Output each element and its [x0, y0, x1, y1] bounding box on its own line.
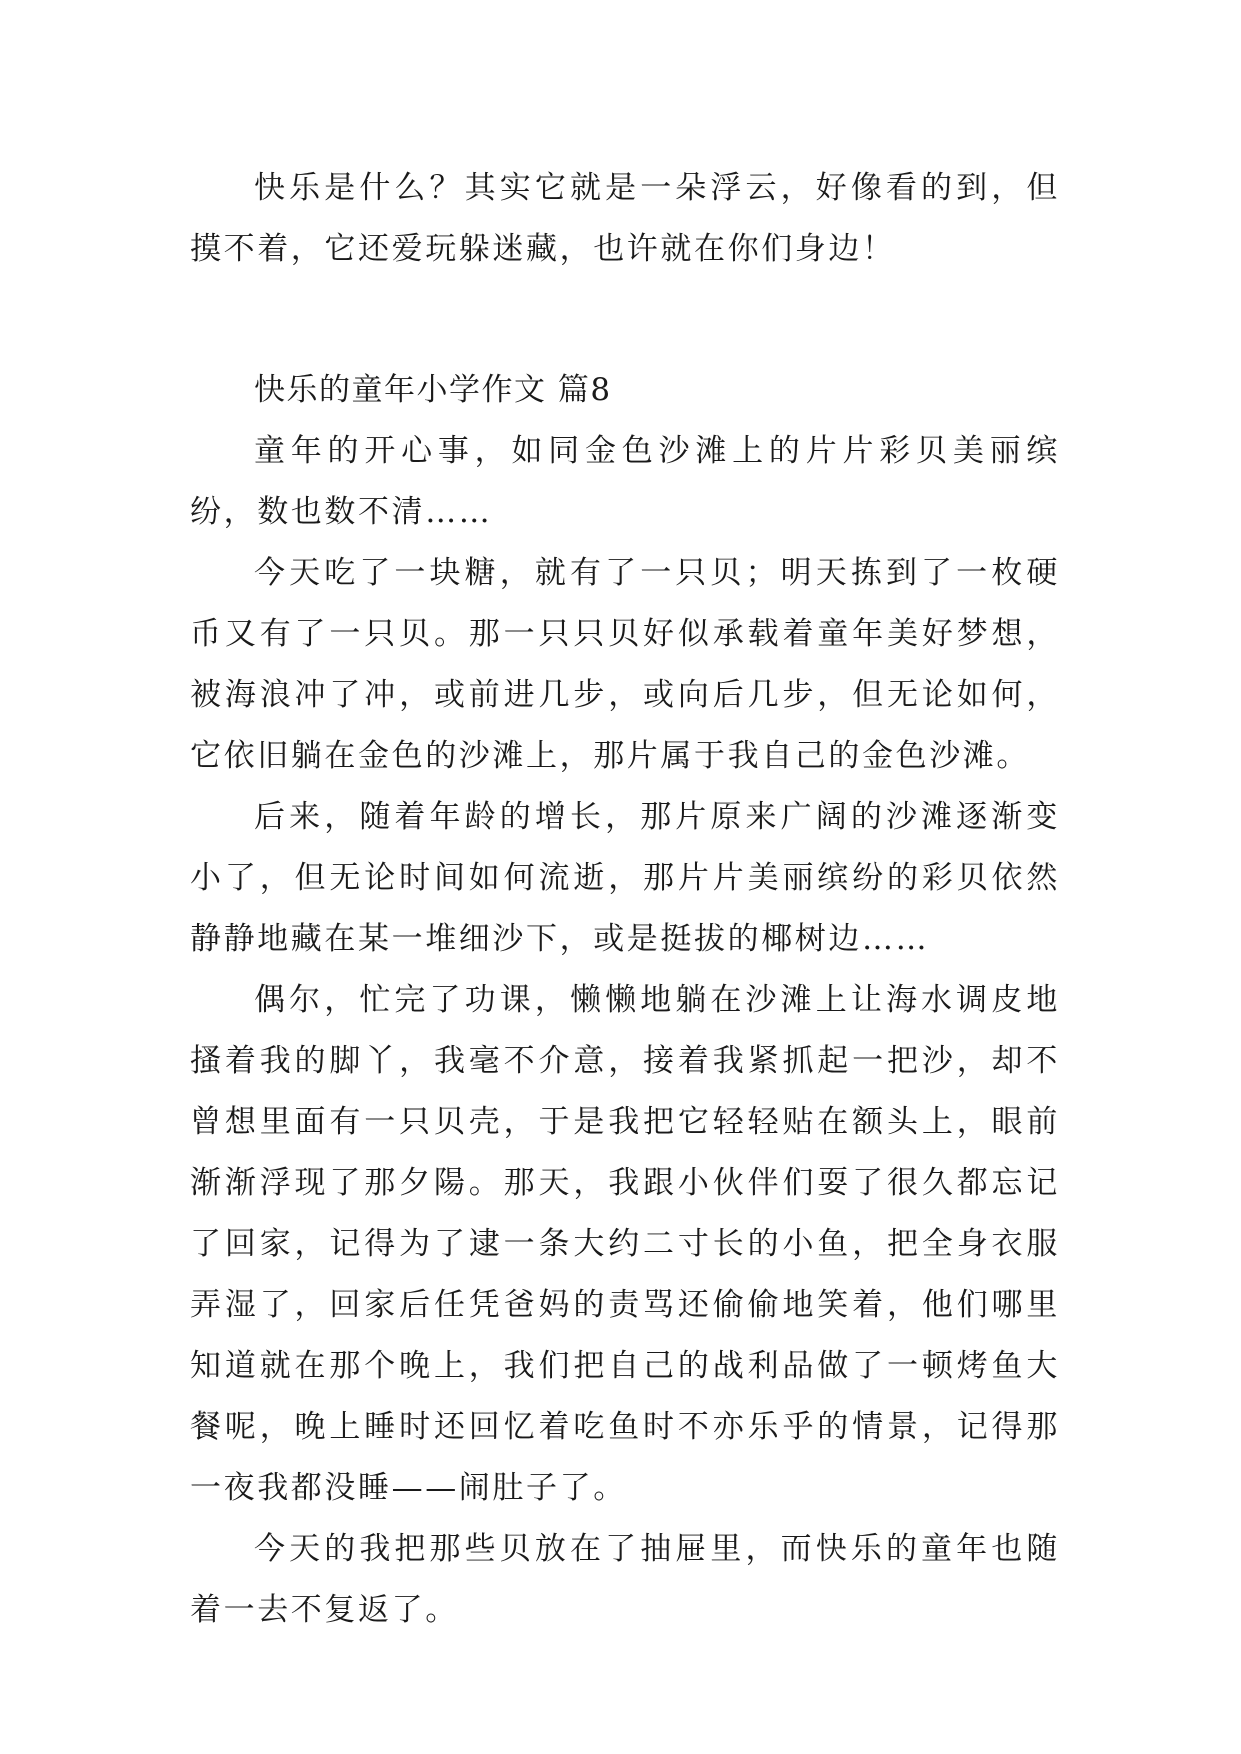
document-body — [190, 158, 1060, 1641]
paragraph-2: 今天吃了一块糖，就有了一只贝；明天拣到了一枚硬币又有了一只贝。那一只只贝好似承载着童年美好梦想，被海浪冲了冲，或前进几步，或向后几步，但无论如何，它依旧躺在金色的沙滩上，那片属于我自己的金色沙滩。 — [190, 555, 1060, 774]
paragraph-4: 偶尔，忙完了功课，懒懒地躺在沙滩上让海水调皮地搔着我的脚丫，我毫不介意，接着我紧抓起一把沙，却不曾想里面有一只贝壳，于是我把它轻轻贴在额头上，眼前渐渐浮现了那夕陽。那天，我跟小伙伴们耍了很久都忘记了回家，记得为了逮一条大约二寸长的小鱼，把全身衣服弄湿了，回家后任凭爸妈的责骂还偷偷地笑着，他们哪里知道就在那个晚上，我们把自己的战利品做了一顿烤鱼大餐呢，晚上睡时还回忆着吃鱼时不亦乐乎的情景，记得那一夜我都没睡——闹肚子了。 — [190, 982, 1060, 1506]
section-title: 快乐的童年小学作文 篇8 — [254, 372, 612, 408]
paragraph-5: 今天的我把那些贝放在了抽屉里，而快乐的童年也随着一去不复返了。 — [190, 1531, 1060, 1628]
paragraph-1: 童年的开心事，如同金色沙滩上的片片彩贝美丽缤纷，数也数不清…… — [190, 433, 1060, 530]
paragraph-3: 后来，随着年龄的增长，那片原来广阔的沙滩逐渐变小了，但无论时间如何流逝，那片片美丽缤纷的彩贝依然静静地藏在某一堆细沙下，或是挺拔的椰树边…… — [190, 799, 1060, 957]
intro-paragraph: 快乐是什么？其实它就是一朵浮云，好像看的到，但摸不着，它还爱玩躲迷藏，也许就在你们身边！ — [190, 170, 1060, 267]
paragraph-gap — [190, 280, 1060, 360]
